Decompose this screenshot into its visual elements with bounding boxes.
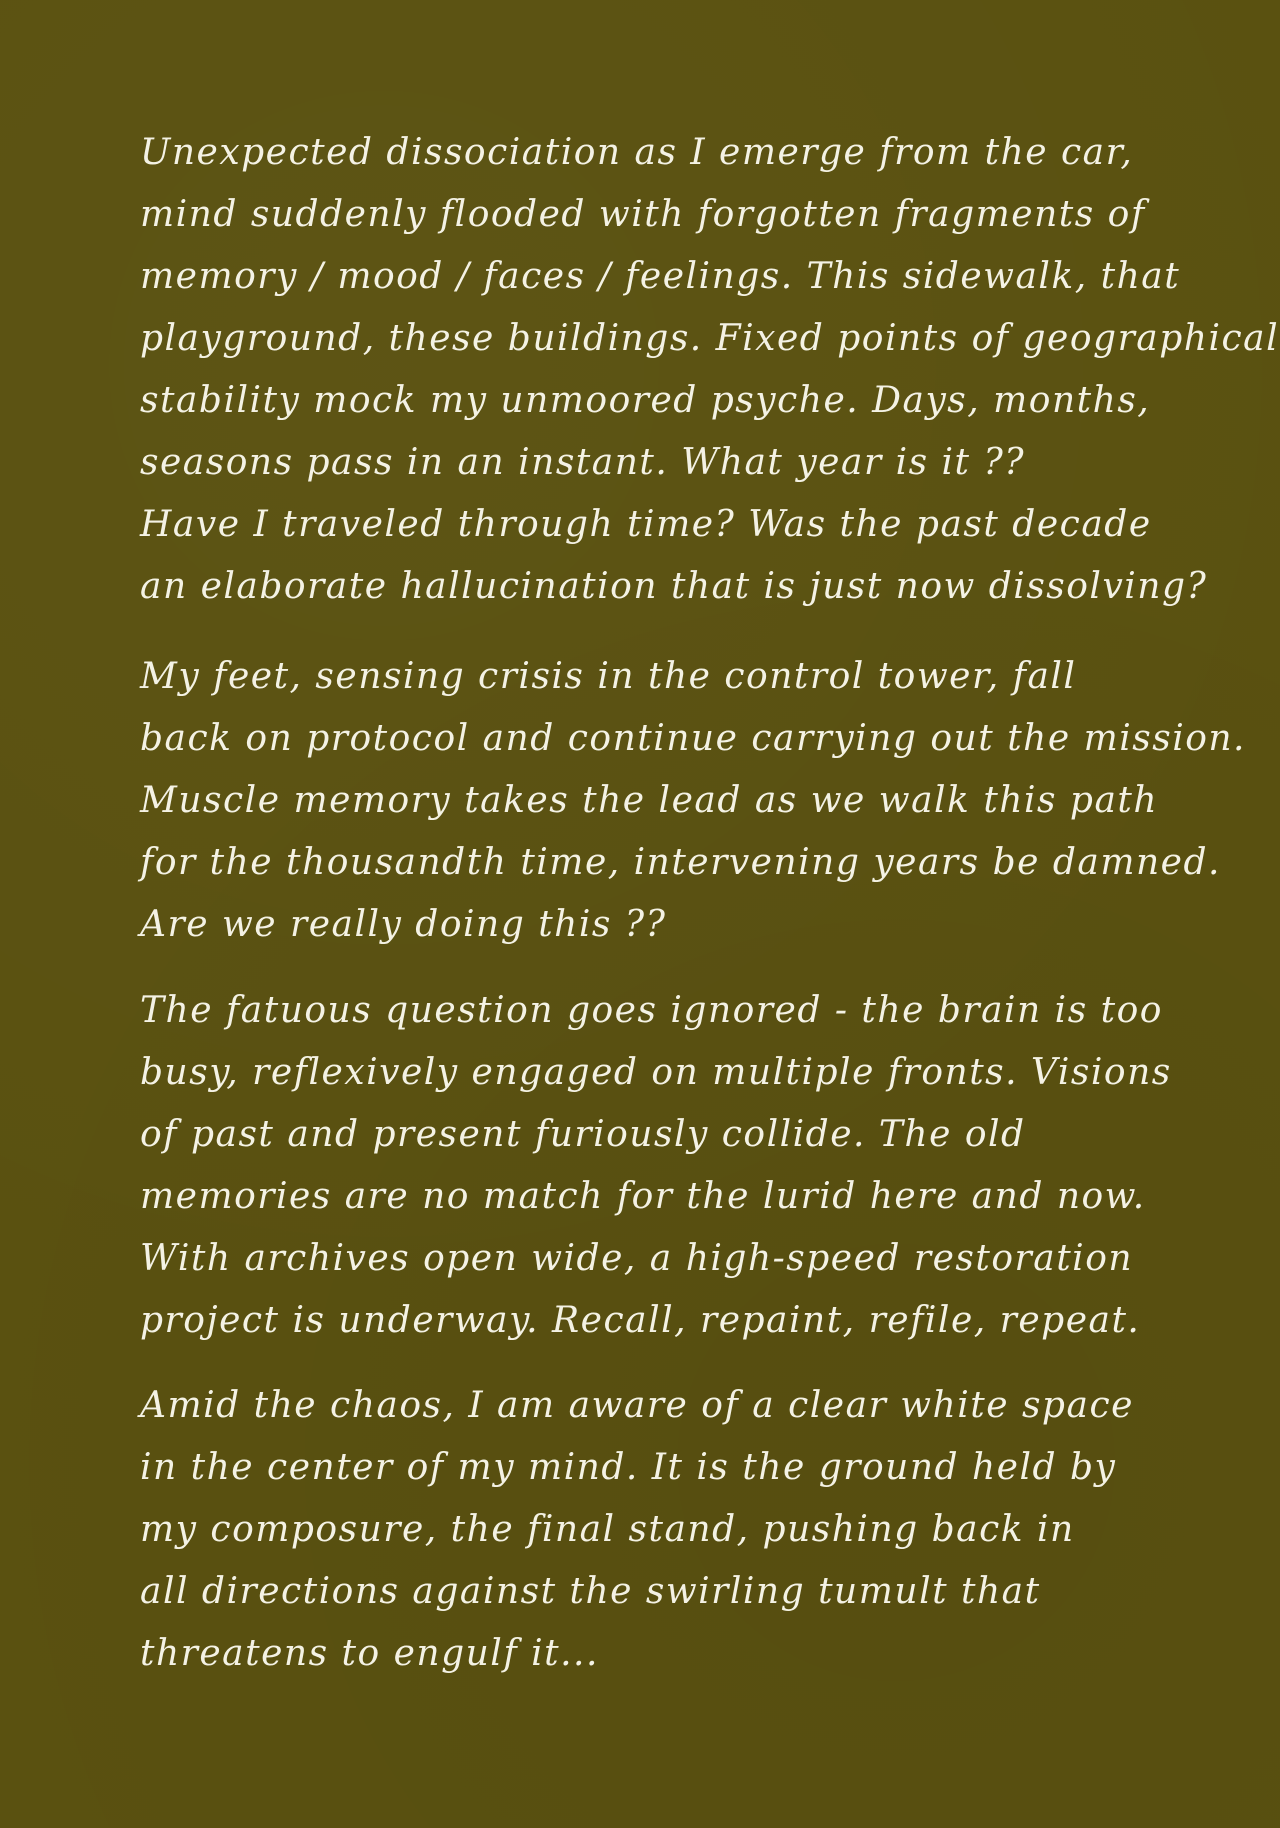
text-line: all directions against the swirling tumult that	[140, 1571, 1041, 1612]
text-line: memories are no match for the lurid here and now.	[140, 1176, 1146, 1217]
text-line: in the center of my mind. It is the ground held by	[140, 1447, 1117, 1488]
text-line: Muscle memory takes the lead as we walk this path	[140, 780, 1159, 821]
text-line: my composure, the final stand, pushing back in	[140, 1509, 1075, 1550]
text-line: for the thousandth time, intervening years be damned.	[140, 842, 1221, 883]
text-line: Are we really doing this ??	[140, 904, 667, 945]
text-line: threatens to engulf it...	[140, 1633, 599, 1674]
text-line: an elaborate hallucination that is just now dissolving?	[140, 566, 1208, 607]
text-line: My feet, sensing crisis in the control tower, fall	[140, 656, 1077, 697]
text-line: stability mock my unmoored psyche. Days, months,	[140, 380, 1151, 421]
text-line: mind suddenly flooded with forgotten fragments of	[140, 194, 1146, 235]
text-line: Unexpected dissociation as I emerge from the car,	[140, 132, 1134, 173]
text-line: back on protocol and continue carrying out the mission.	[140, 718, 1247, 759]
text-line: busy, reflexively engaged on multiple fronts. Visions	[140, 1052, 1172, 1093]
text-line: Amid the chaos, I am aware of a clear white space	[140, 1385, 1134, 1426]
text-line: memory / mood / faces / feelings. This sidewalk, that	[140, 256, 1181, 297]
text-line: project is underway. Recall, repaint, refile, repeat.	[140, 1300, 1141, 1341]
text-line: of past and present furiously collide. The old	[140, 1114, 1026, 1155]
paragraph-4	[140, 1375, 1180, 1685]
paragraph-2	[140, 646, 1247, 956]
text-line: playground, these buildings. Fixed points of geographical	[140, 318, 1280, 359]
text-line: The fatuous question goes ignored - the brain is too	[140, 990, 1163, 1031]
text-line: Have I traveled through time? Was the past decade	[140, 504, 1152, 545]
text-line: With archives open wide, a high-speed restoration	[140, 1238, 1134, 1279]
paragraph-3	[140, 980, 1180, 1352]
paragraph-1	[140, 122, 1280, 618]
text-line: seasons pass in an instant. What year is it ??	[140, 442, 1026, 483]
